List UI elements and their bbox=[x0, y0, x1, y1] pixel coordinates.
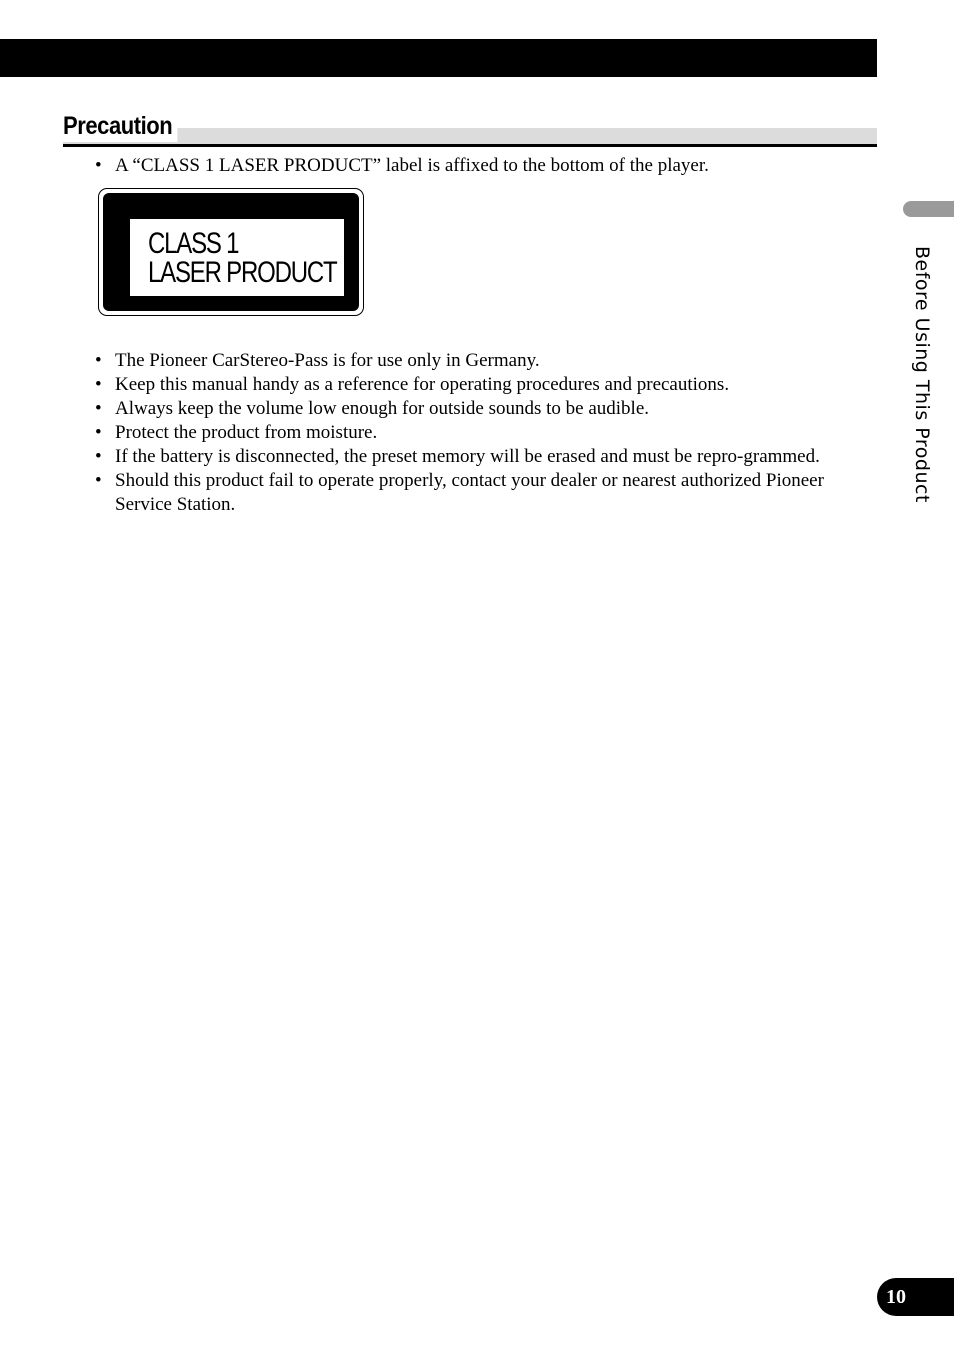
side-tab-label: Before Using This Product bbox=[911, 246, 933, 503]
label-text-window bbox=[130, 219, 344, 296]
label-line-1: CLASS 1 bbox=[148, 227, 239, 260]
label-line-2: LASER PRODUCT bbox=[148, 256, 337, 289]
list-item: • The Pioneer CarStereo-Pass is for use only in Germany. bbox=[95, 349, 825, 373]
header-bar bbox=[0, 39, 877, 77]
list-item: • Should this product fail to operate properly, contact your dealer or nearest authorized Pioneer Service Station. bbox=[95, 469, 825, 517]
list-item: • Always keep the volume low enough for outside sounds to be audible. bbox=[95, 397, 825, 421]
precaution-bullet-list bbox=[95, 349, 825, 517]
list-item: • A “CLASS 1 LASER PRODUCT” label is affixed to the bottom of the player. bbox=[95, 154, 825, 178]
section-title: Precaution bbox=[63, 110, 178, 142]
page-number: 10 bbox=[877, 1278, 954, 1316]
section-header bbox=[63, 110, 877, 147]
intro-bullet-list bbox=[95, 154, 825, 178]
list-item: • Keep this manual handy as a reference for operating procedures and precautions. bbox=[95, 373, 825, 397]
list-item: • Protect the product from moisture. bbox=[95, 421, 825, 445]
side-tab-marker bbox=[903, 201, 954, 217]
label-black-frame bbox=[103, 193, 359, 311]
section-header-rule bbox=[63, 144, 877, 147]
class-1-laser-product-label bbox=[98, 188, 364, 316]
list-item: • If the battery is disconnected, the preset memory will be erased and must be repro-grammed. bbox=[95, 445, 825, 469]
section-header-shade bbox=[63, 128, 877, 144]
